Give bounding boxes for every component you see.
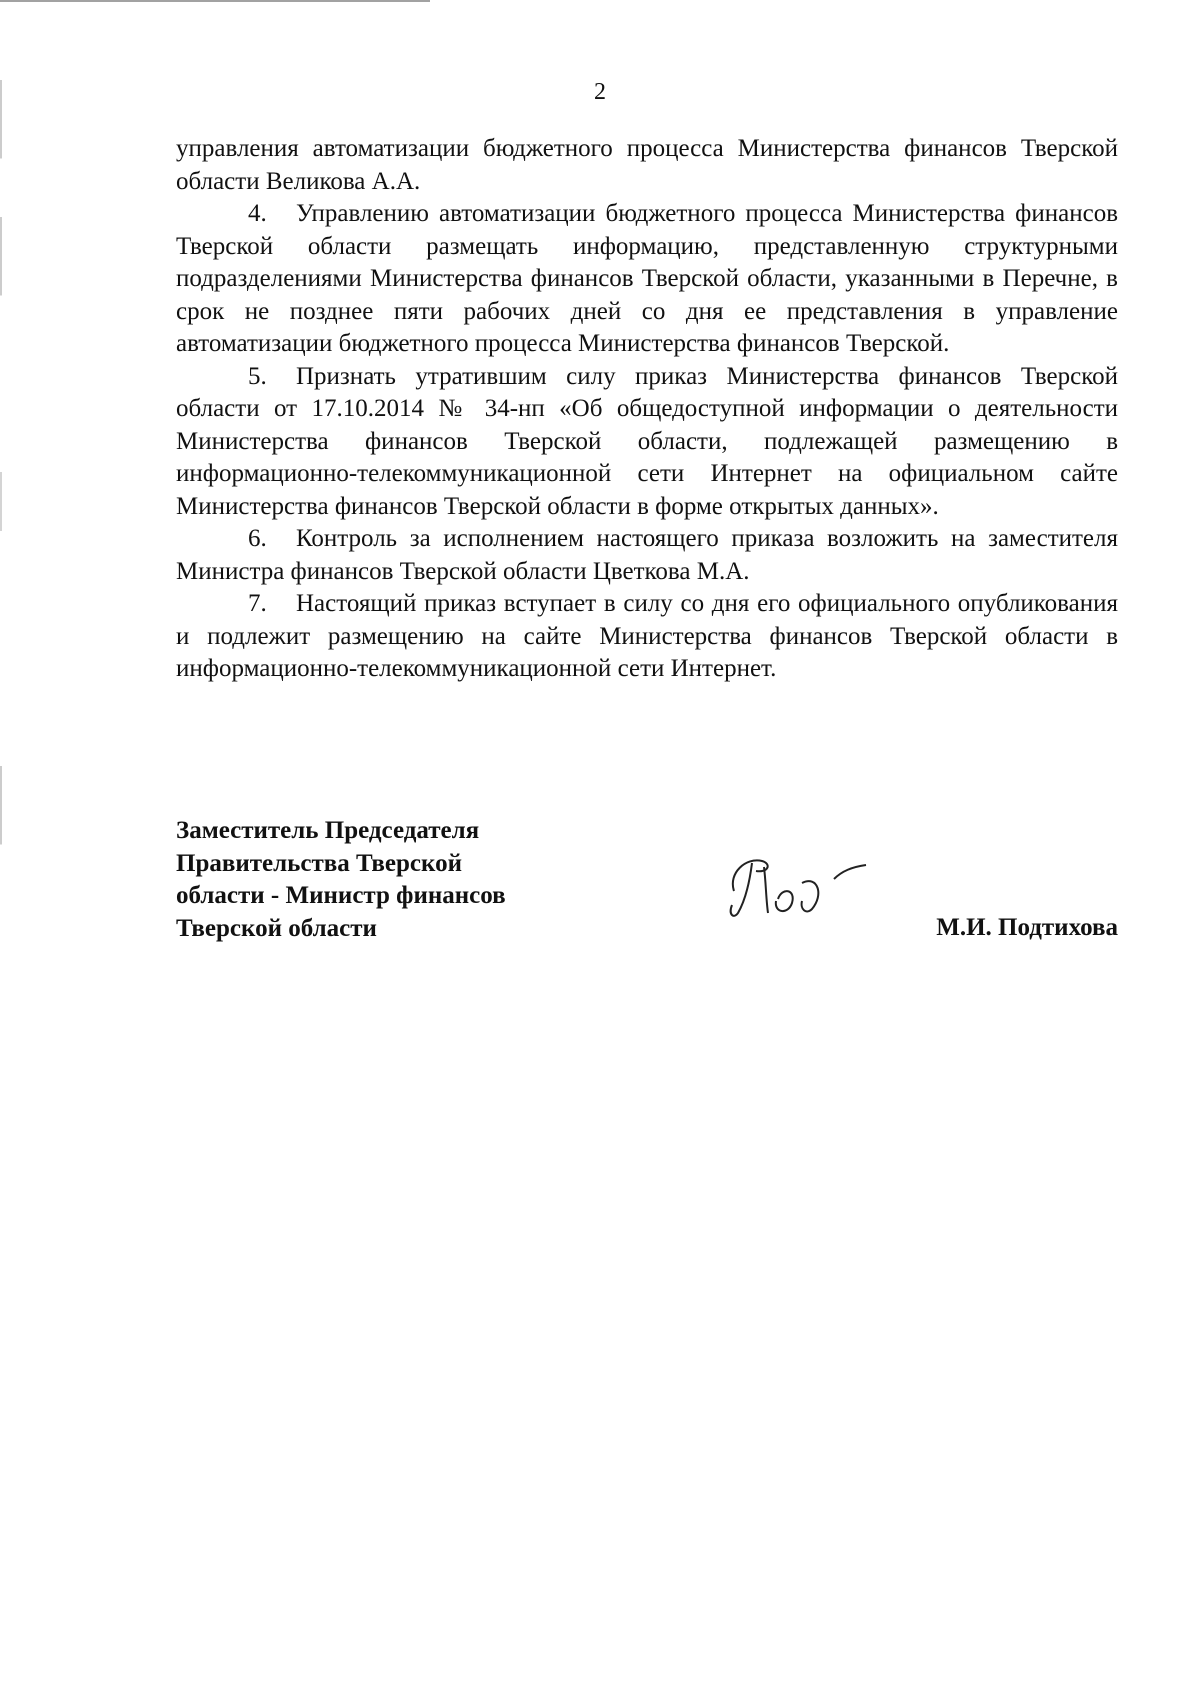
paragraph-number: 4. — [248, 200, 267, 227]
scan-artifact-edge — [0, 80, 2, 1060]
signatory-name: М.И. Подтихова — [936, 914, 1118, 941]
signature-block — [176, 815, 1118, 945]
paragraph-continuation — [176, 133, 1118, 198]
paragraph-item-5 — [176, 361, 1118, 524]
paragraph-text: Управлению автоматизации бюджетного процесса Министерства финансов Тверской области размещать информацию, представленную структурными подразделениями Министерства финансов Тверской области, указанными в Перечне, в срок не позднее пяти рабочих дней со дня ее представления в управление автоматизации бюджетного процесса Министерства финансов Тверской. — [176, 200, 1118, 357]
signatory-title-line: Тверской области — [176, 914, 377, 942]
paragraph-item-4 — [176, 198, 1118, 361]
paragraph-number: 5. — [248, 362, 267, 390]
paragraph-text: Настоящий приказ вступает в силу со дня его официального опубликования и подлежит размещению на сайте Министерства финансов Тверской области в информационно-телекоммуникационной сети Интернет. — [176, 590, 1118, 682]
page-number: 2 — [594, 79, 606, 105]
paragraph-number: 6. — [248, 525, 267, 552]
signatory-title-line: области - Министр финансов — [176, 882, 506, 909]
paragraph-text: Признать утратившим силу приказ Министерства финансов Тверской области от 17.10.2014 № 34-нп «Об общедоступной информации о деятельности Министерства финансов Тверской области, подлежащей размещению в информационно-телекоммуникационной сети Интернет на официальном сайте Министерства финансов Тверской области в форме открытых данных». — [176, 362, 1118, 520]
signatory-title-line: Правительства Тверской — [176, 849, 463, 877]
signatory-title — [176, 815, 596, 945]
scan-artifact-line — [0, 0, 430, 2]
paragraph-text: Контроль за исполнением настоящего приказа возложить на заместителя Министра финансов Тверской области Цветкова М.А. — [176, 525, 1118, 585]
handwritten-signature — [716, 843, 876, 923]
document-body — [176, 133, 1118, 686]
signatory-title-line: Заместитель Председателя — [176, 817, 480, 844]
paragraph-text: управления автоматизации бюджетного процесса Министерства финансов Тверской области Великова А.А. — [176, 135, 1118, 195]
paragraph-item-6 — [176, 523, 1118, 588]
paragraph-item-7 — [176, 588, 1118, 686]
paragraph-number: 7. — [248, 590, 267, 617]
